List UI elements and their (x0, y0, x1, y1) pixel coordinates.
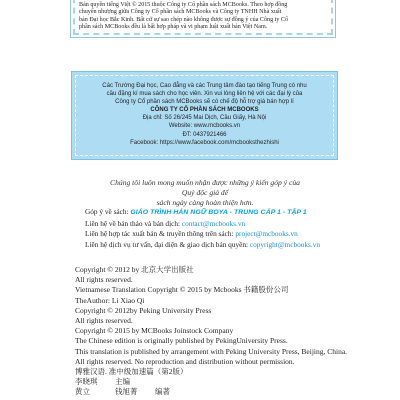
service-row (85, 240, 385, 251)
chief-editor-role: 主编 (115, 377, 130, 387)
copyright-line-2: All rights reserved. (75, 275, 133, 285)
notice-line-2: chuyển nhượng giữa Công ty Cổ phần sách MCBooks và Công ty TNHH Nhà xuất (79, 9, 282, 16)
note-line-2: sách ngày càng hoàn thiện hơn. (156, 198, 254, 207)
feedback-label: Góp ý về sách: (85, 207, 131, 216)
rights-row (85, 229, 385, 240)
copyright-line-10: All rights reserved. No reproduction and distribution without permission. (75, 356, 295, 366)
copyright-line-6: All rights reserved. (75, 316, 133, 326)
translator-label: Liên hệ về bản thảo và bản dịch: (85, 218, 182, 228)
info-line-1: Các Trường Đại học, Cao đẳng và các Trung tâm đào tạo tiếng Trung có nhu (102, 83, 307, 89)
notice-line-3: bản Đại học Bắc Kinh. Bất cứ sự sao chép nào không được sự đồng ý của Công ty Cổ (79, 16, 289, 23)
author-name-1: 黄立 (75, 387, 90, 397)
copyright-line-9: This translation is published by arrangement with Peking University Press, Beijing, China. (75, 346, 348, 356)
copyright-line-4: TheAuthor: Li Xiao Qi (75, 295, 145, 305)
notice-line-4: phần sách MCBooks đều là bất hợp pháp và vi phạm luật xuất bản Việt Nam. (79, 24, 268, 31)
rights-label: Liên hệ hợp tác xuất bản & truyền thông trên sách: (85, 229, 236, 239)
distribution-info-box (71, 71, 338, 160)
service-email-link[interactable]: copyright@mcbooks.vn (249, 239, 321, 249)
info-line-3: Công ty Cổ phần sách MCBooks sẽ có chế độ hỗ trợ giá bán hợp lí (115, 99, 294, 106)
company-address: Địa chỉ: Số 26/245 Mai Dịch, Cầu Giấy, Hà Nội (142, 115, 267, 122)
copyright-section (75, 265, 395, 398)
book-title: GIÁO TRÌNH HÁN NGỮ BOYA - TRUNG CẤP 1 - TẬP 1 (130, 209, 307, 216)
company-facebook: Facebook: https://www.facebook.com/mcbooksthezhishi (130, 139, 279, 146)
author-name-2: 钱旭菁 (115, 387, 138, 397)
authors-role: 编著 (155, 387, 170, 397)
info-line-2: cầu đặng kí mua sách cho học viên. Xin vui lòng liên hệ với các đại lý của (106, 91, 303, 98)
rights-email-link[interactable]: project@mcbooks.vn (235, 229, 298, 239)
company-phone: ĐT: 0437921466 (182, 131, 227, 138)
distribution-info-inner (75, 75, 334, 156)
note-line-1: Chúng tôi luôn mong muốn nhận được những ý kiến góp ý của Quý độc giả để (110, 178, 300, 197)
copyright-notice-inner (73, 0, 333, 35)
authors-row (75, 387, 395, 397)
translator-row (85, 219, 385, 230)
contact-section (85, 207, 385, 250)
copyright-line-3: Vietnamese Translation Copyright © 2015 by Mcbooks 书籍股份公司 (75, 285, 289, 295)
company-name: CÔNG TY CỔ PHẦN SÁCH MCBOOKS (150, 107, 259, 114)
translator-email-link[interactable]: contact@mcbooks.vn (181, 218, 246, 228)
chief-editor-name: 李晓琪 (75, 377, 98, 387)
copyright-line-7: Copyright © 2015 by MCBooks Joinstock Company (75, 326, 234, 336)
copyright-notice-box (70, 0, 336, 38)
reader-feedback-note (105, 178, 305, 208)
copyright-line-11: 博雅汉语. 准中级加速篇（第2版） (75, 367, 188, 377)
notice-line-1: Bản quyền tiếng Việt © 2015 thuộc Công ty Cổ phần sách MCBooks. Theo hợp đồng (79, 2, 288, 8)
copyright-line-5: Copyright © 2012by Peking University Press (75, 305, 212, 315)
service-label: Liên hệ dịch vụ tư vấn, đại diện & giao dịch bản quyền: (85, 239, 250, 249)
copyright-line-1: Copyright © 2012 by 北京大学出版社 (75, 265, 194, 274)
company-website: Website: www.mcbooks.vn (168, 123, 241, 130)
feedback-row (85, 207, 385, 219)
copyright-line-8: The Chinese edition is originally published by PekingUniversity Press. (75, 336, 288, 346)
editor-row (75, 377, 395, 387)
